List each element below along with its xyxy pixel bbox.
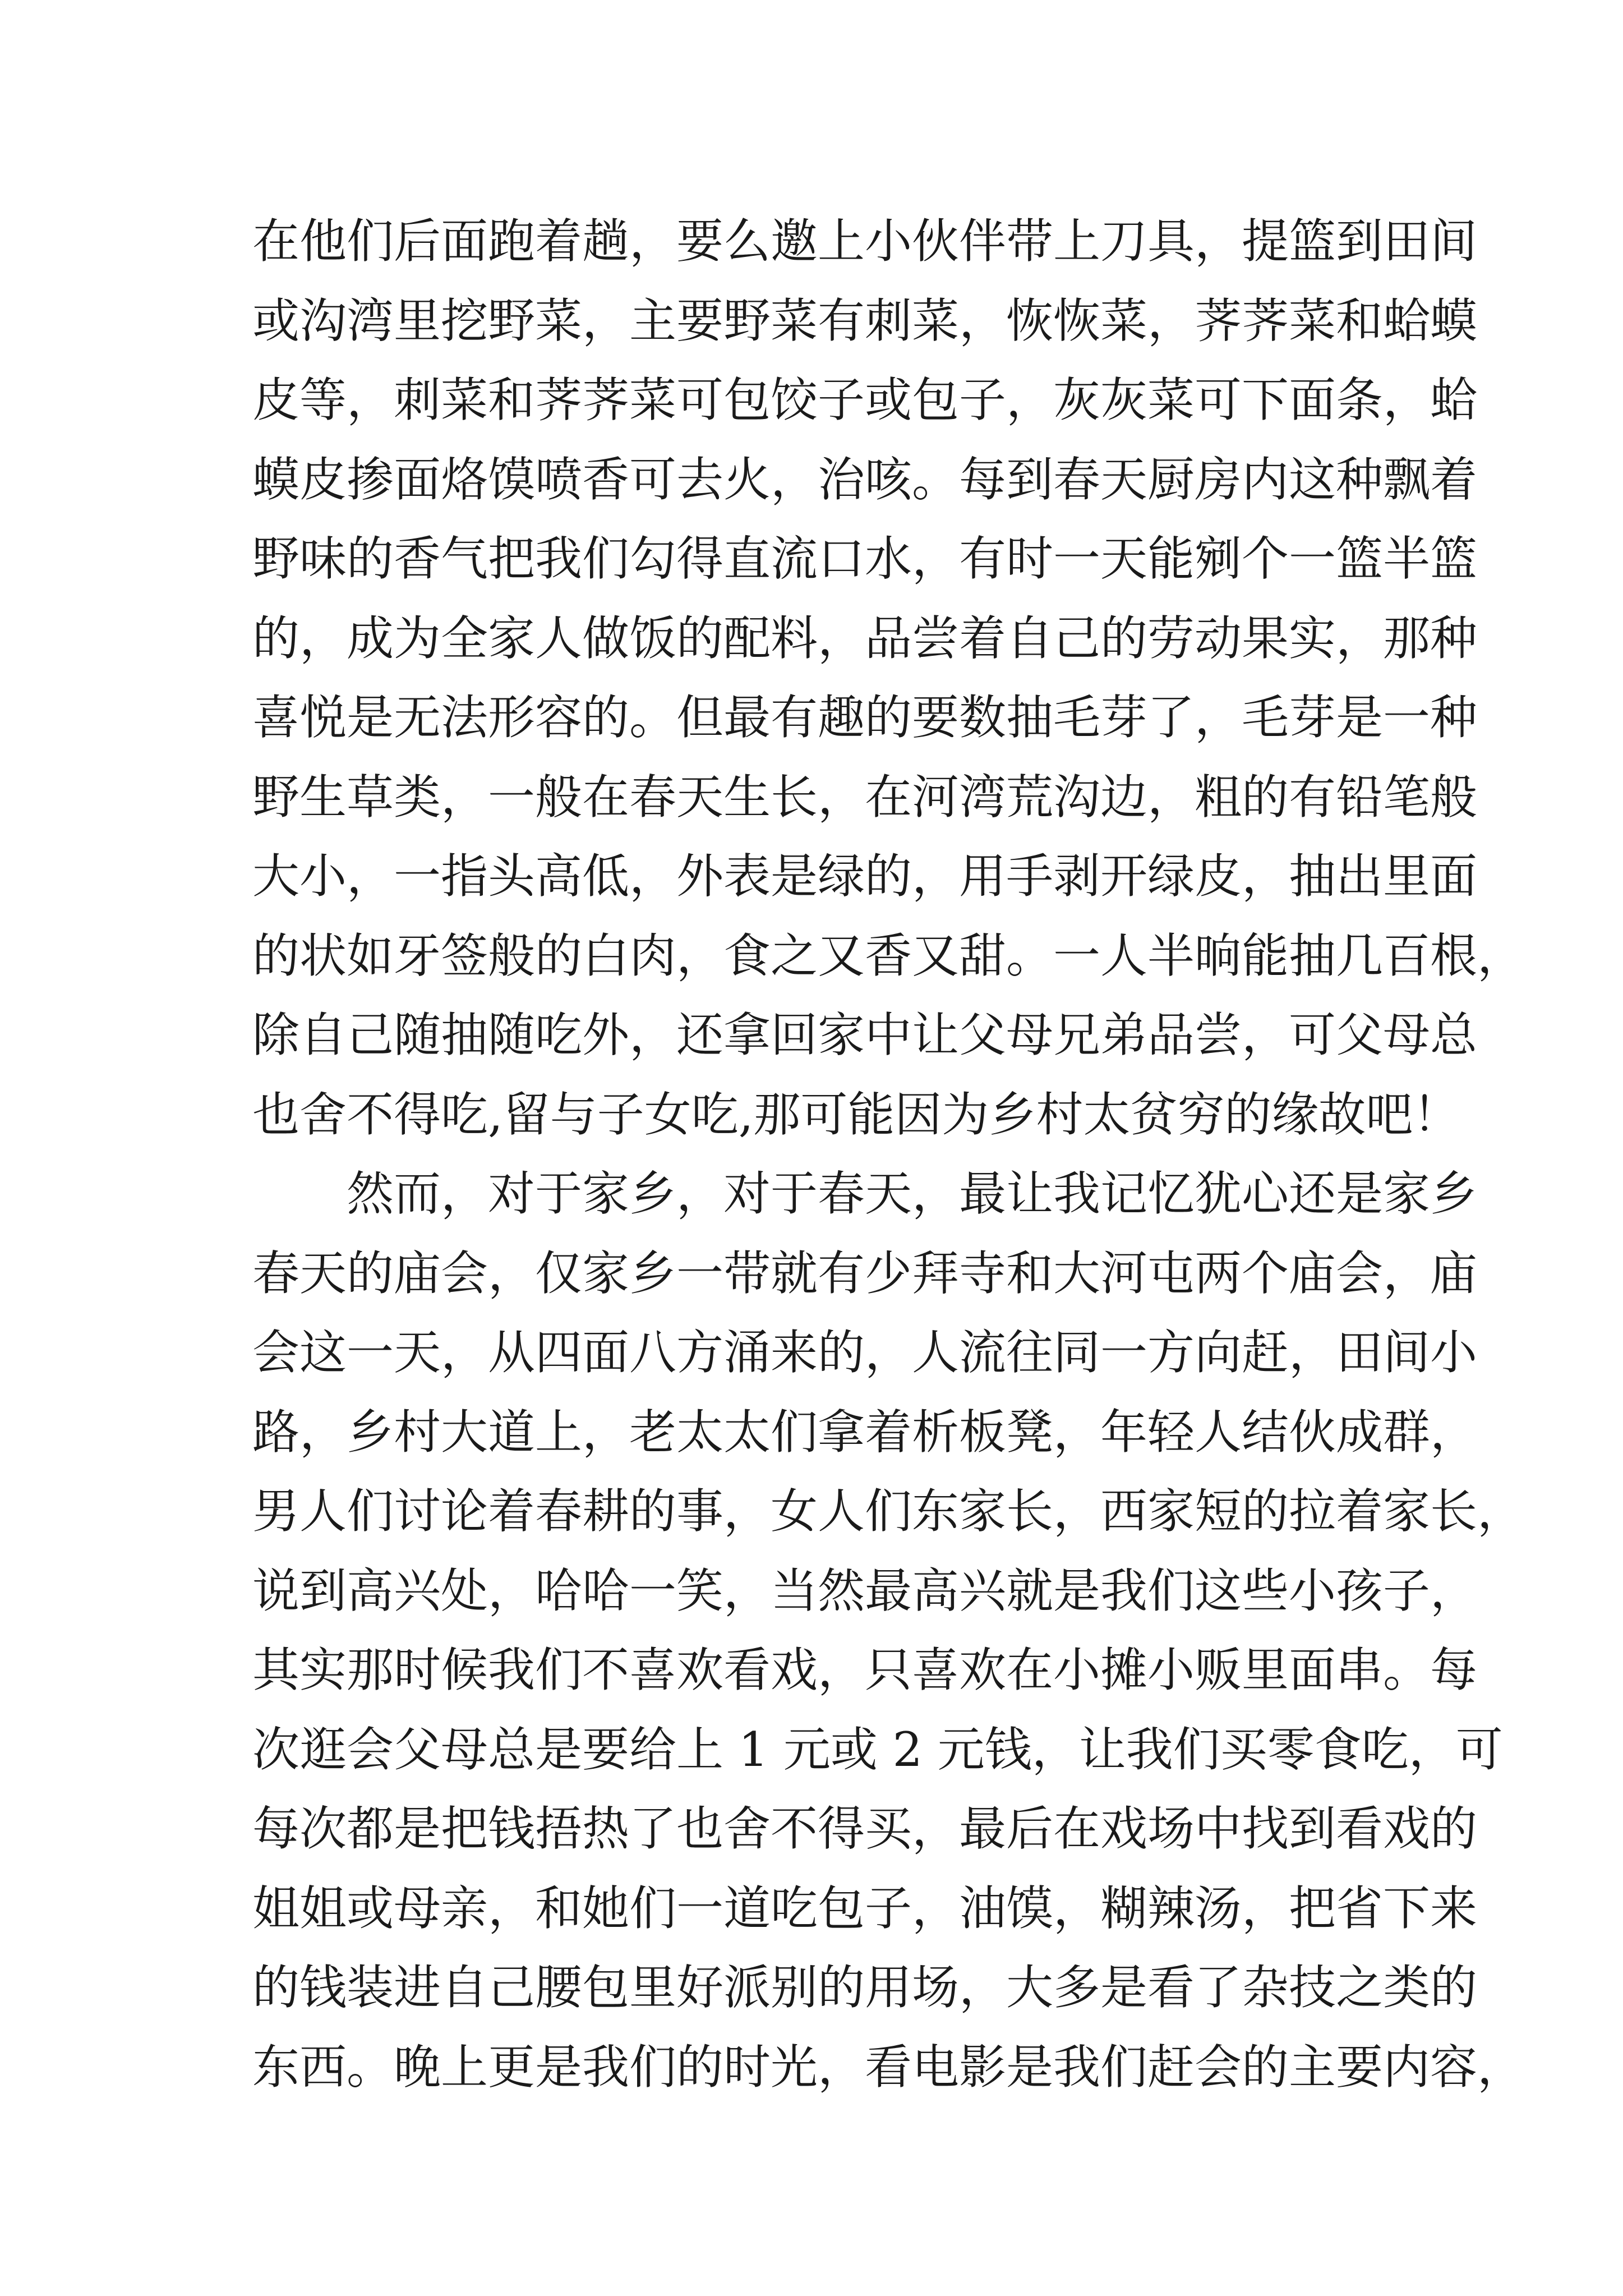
text-line: 会这一天，从四面八方涌来的，人流往同一方向赶，田间小	[252, 1325, 1478, 1380]
text-line: 野味的香气把我们勾得直流口水，有时一天能剜个一篮半篮	[252, 531, 1478, 586]
text-line: 除自己随抽随吃外，还拿回家中让父母兄弟品尝，可父母总	[252, 1007, 1478, 1062]
text-line: 野生草类，一般在春天生长，在河湾荒沟边，粗的有铅笔般	[252, 769, 1478, 825]
body-text	[252, 202, 1525, 2107]
text-line: 次逛会父母总是要给上 1 元或 2 元钱，让我们买零食吃，可	[252, 1722, 1503, 1777]
text-line: 姐姐或母亲，和她们一道吃包子，油馍，糊辣汤，把省下来	[252, 1880, 1478, 1936]
text-line: 喜悦是无法形容的。但最有趣的要数抽毛芽了，毛芽是一种	[252, 690, 1478, 745]
text-line: 皮等，刺菜和荠荠菜可包饺子或包子，灰灰菜可下面条，蛤	[252, 372, 1478, 427]
text-line: 的，成为全家人做饭的配料，品尝着自己的劳动果实，那种	[252, 610, 1478, 666]
text-line: 在他们后面跑着趟，要么邀上小伙伴带上刀具，提篮到田间	[252, 214, 1478, 269]
text-line: 每次都是把钱捂热了也舍不得买，最后在戏场中找到看戏的	[252, 1801, 1478, 1856]
text-line: 路，乡村大道上，老太太们拿着析板凳，年轻人结伙成群，	[252, 1404, 1478, 1460]
paragraph-first-line: 然而，对于家乡，对于春天，最让我记忆犹心还是家乡	[347, 1166, 1478, 1221]
text-line: 说到高兴处，哈哈一笑，当然最高兴就是我们这些小孩子，	[252, 1563, 1478, 1618]
text-line: 或沟湾里挖野菜，主要野菜有刺菜，恢恢菜，荠荠菜和蛤蟆	[252, 293, 1478, 348]
text-line: 也舍不得吃,留与子女吃,那可能因为乡村太贫穷的缘故吧！	[252, 1087, 1460, 1142]
text-line: 春天的庙会，仅家乡一带就有少拜寺和大河屯两个庙会，庙	[252, 1245, 1478, 1301]
text-line: 的钱装进自己腰包里好派别的用场，大多是看了杂技之类的	[252, 1960, 1478, 2015]
text-line: 东西。晚上更是我们的时光，看电影是我们赶会的主要内容，	[252, 2039, 1525, 2095]
text-line: 其实那时候我们不喜欢看戏，只喜欢在小摊小贩里面串。每	[252, 1642, 1478, 1697]
text-line: 大小，一指头高低，外表是绿的，用手剥开绿皮，抽出里面	[252, 849, 1478, 904]
text-line: 蟆皮掺面烙馍喷香可去火，治咳。每到春天厨房内这种飘着	[252, 452, 1478, 507]
text-line: 的状如牙签般的白肉，食之又香又甜。一人半晌能抽几百根，	[252, 928, 1525, 983]
text-line: 男人们讨论着春耕的事，女人们东家长，西家短的拉着家长，	[252, 1484, 1525, 1539]
